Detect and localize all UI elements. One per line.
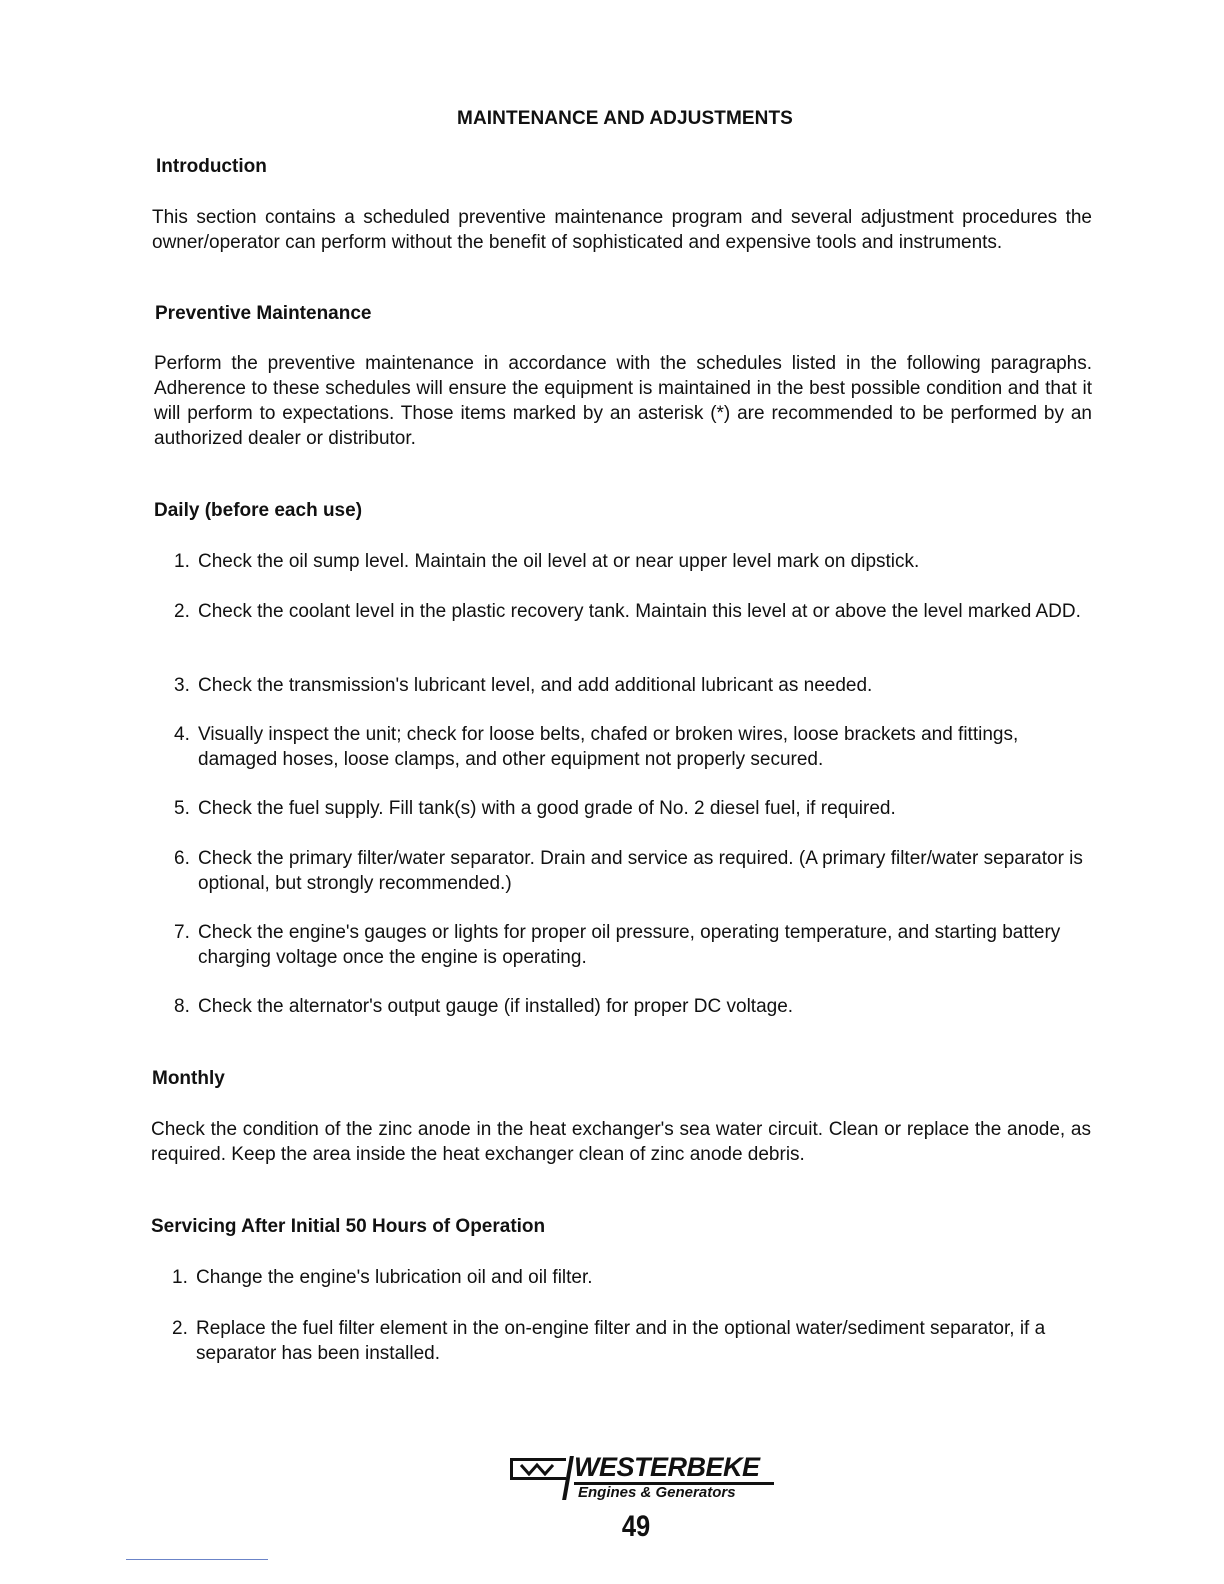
item-number: 7. xyxy=(174,922,190,943)
introduction-heading: Introduction xyxy=(156,156,267,177)
item-text: Check the engine's gauges or lights for proper oil pressure, operating temperature, and starting battery charging voltage once the engine is operating. xyxy=(198,922,1061,968)
monthly-heading: Monthly xyxy=(152,1068,225,1089)
item-number: 2. xyxy=(174,601,190,622)
item-text: Check the alternator's output gauge (if installed) for proper DC voltage. xyxy=(198,996,794,1017)
monthly-text: Check the condition of the zinc anode in the heat exchanger's sea water circuit. Clean or replace the anode, as required. Keep the area inside the heat exchanger clean of zinc anode debris. xyxy=(151,1119,1091,1165)
item-text: Check the primary filter/water separator. Drain and service as required. (A primary filter/water separator is optional, but strongly recommended.) xyxy=(198,848,1083,894)
list-item xyxy=(174,796,1094,821)
item-text: Visually inspect the unit; check for loose belts, chafed or broken wires, loose brackets and fittings, damaged hoses, loose clamps, and other equipment not properly secured. xyxy=(198,724,1019,770)
westerbeke-emblem-icon xyxy=(510,1458,566,1480)
item-text: Check the transmission's lubricant level, and add additional lubricant as needed. xyxy=(198,675,873,696)
page-title: MAINTENANCE AND ADJUSTMENTS xyxy=(457,108,793,129)
initial-50-heading: Servicing After Initial 50 Hours of Operation xyxy=(151,1216,546,1237)
item-number: 1. xyxy=(174,551,190,572)
item-text: Check the coolant level in the plastic recovery tank. Maintain this level at or above the level marked ADD. xyxy=(198,601,1081,622)
item-text: Replace the fuel filter element in the on-engine filter and in the optional water/sediment separator, if a separator has been installed. xyxy=(196,1318,1046,1364)
item-number: 8. xyxy=(174,996,190,1017)
list-item xyxy=(174,722,1094,772)
item-number: 2. xyxy=(172,1318,188,1339)
list-item xyxy=(174,599,1094,624)
list-item xyxy=(172,1316,1094,1366)
item-number: 6. xyxy=(174,848,190,869)
footer-rule xyxy=(126,1559,268,1560)
page-number: 49 xyxy=(621,1510,651,1543)
list-item xyxy=(174,994,1094,1019)
list-item xyxy=(174,549,1094,574)
item-number: 3. xyxy=(174,675,190,696)
westerbeke-logo xyxy=(510,1452,780,1504)
brand-tagline: Engines & Generators xyxy=(578,1484,736,1501)
brand-name: WESTERBEKE xyxy=(574,1452,760,1482)
preventive-text: Perform the preventive maintenance in accordance with the schedules listed in the following paragraphs. Adherence to these schedules will ensure the equipment is maintained in the best possible condition and that it will perform to expectations. Those items marked by an asterisk (*) are recommended to be performed by an authorized dealer or distributor. xyxy=(154,353,1092,449)
daily-heading: Daily (before each use) xyxy=(154,500,363,521)
preventive-heading: Preventive Maintenance xyxy=(155,303,372,324)
list-item xyxy=(174,920,1094,970)
item-number: 1. xyxy=(172,1267,188,1288)
list-item xyxy=(172,1265,1094,1290)
item-number: 5. xyxy=(174,798,190,819)
list-item xyxy=(174,846,1094,896)
item-text: Check the oil sump level. Maintain the oil level at or near upper level mark on dipstick. xyxy=(198,551,920,572)
list-item xyxy=(174,673,1094,698)
introduction-text: This section contains a scheduled preventive maintenance program and several adjustment procedures the owner/operator can perform without the benefit of sophisticated and expensive tools and instruments. xyxy=(152,207,1092,253)
item-number: 4. xyxy=(174,724,190,745)
item-text: Change the engine's lubrication oil and oil filter. xyxy=(196,1267,593,1288)
item-text: Check the fuel supply. Fill tank(s) with a good grade of No. 2 diesel fuel, if required. xyxy=(198,798,896,819)
